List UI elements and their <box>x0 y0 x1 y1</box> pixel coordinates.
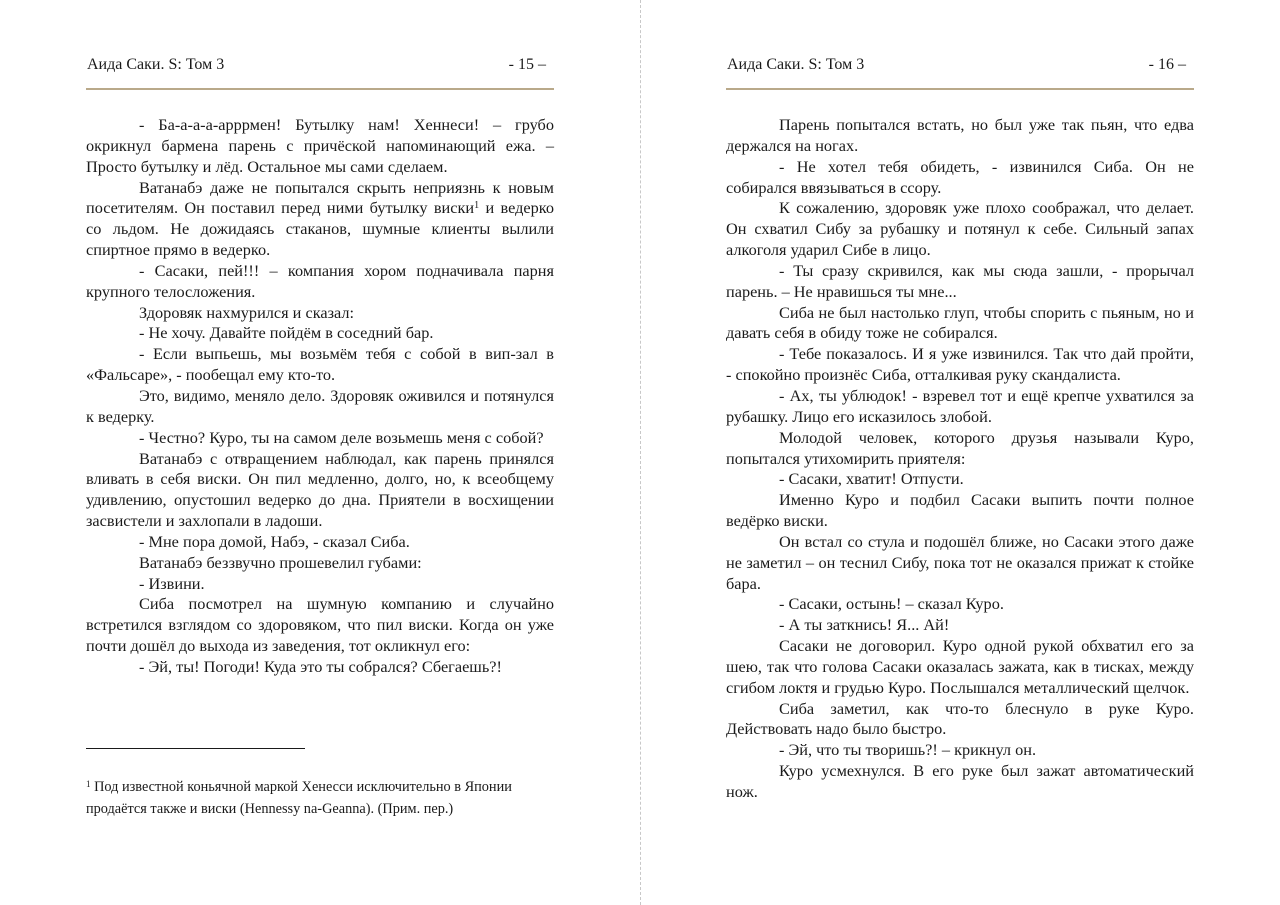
page-number: - 15 – <box>508 56 546 73</box>
paragraph: - Ба-а-а-а-арррмен! Бутылку нам! Хеннеси! – грубо окрикнул бармена парень с причёской напоминающий ежа. – Просто бутылку и лёд. Остальное мы сами сделаем. <box>86 115 554 176</box>
footnote-separator <box>86 748 305 749</box>
paragraph: Именно Куро и подбил Сасаки выпить почти полное ведёрко виски. <box>726 490 1194 531</box>
header-rule <box>86 88 554 90</box>
right-page <box>726 0 1194 905</box>
paragraph: - Извини. <box>139 573 205 593</box>
paragraph: - Не хочу. Давайте пойдём в соседний бар. <box>139 323 434 343</box>
paragraph: Он встал со стула и подошёл ближе, но Сасаки этого даже не заметил – он теснил Сибу, пока тот не оказался прижат к стойке бара. <box>726 531 1194 593</box>
header-rule <box>726 88 1194 90</box>
left-page <box>86 0 554 905</box>
paragraph: - Честно? Куро, ты на самом деле возьмешь меня с собой? <box>139 427 544 447</box>
page-header <box>86 54 554 78</box>
page-header <box>726 54 1194 78</box>
paragraph: Куро усмехнулся. В его руке был зажат автоматический нож. <box>726 761 1194 801</box>
paragraph: Ватанабэ с отвращением наблюдал, как парень принялся вливать в себя виски. Он пил медленно, долго, но, к всеобщему удивлению, опустошил ведерко до дна. Приятели в восхищении засвистели и захлопали в ладоши. <box>86 448 554 531</box>
footnote <box>86 776 546 820</box>
footnote-reference: 1 <box>474 200 480 212</box>
page-number: - 16 – <box>1148 56 1186 73</box>
paragraph: Сиба заметил, как что-то блеснуло в руке Куро. Действовать надо было быстро. <box>726 698 1194 739</box>
paragraph: - А ты заткнись! Я... Ай! <box>779 615 950 635</box>
paragraph: Это, видимо, меняло дело. Здоровяк оживился и потянулся к ведерку. <box>86 385 554 426</box>
paragraph: - Мне пора домой, Набэ, - сказал Сиба. <box>139 531 410 551</box>
paragraph: - Ты сразу скривился, как мы сюда зашли, - прорычал парень. – Не нравишься ты мне... <box>726 260 1194 301</box>
paragraph-text: и ведерко со льдом. Не дожидаясь стаканов, шумные клиенты вылили спиртное прямо в ведерко. <box>86 198 554 260</box>
paragraph: - Сасаки, пей!!! – компания хором подначивала парня крупного телосложения. <box>86 260 554 301</box>
page-spine-divider <box>640 0 641 905</box>
page-body-text <box>86 115 554 678</box>
paragraph: - Сасаки, остынь! – сказал Куро. <box>779 594 1004 614</box>
paragraph: Здоровяк нахмурился и сказал: <box>139 302 355 322</box>
paragraph: Сиба не был настолько глуп, чтобы спорить с пьяным, но и давать себя в обиду тоже не собирался. <box>726 302 1194 343</box>
paragraph: - Сасаки, хватит! Отпусти. <box>779 469 964 489</box>
paragraph: - Не хотел тебя обидеть, - извинился Сиба. Он не собирался ввязываться в ссору. <box>726 156 1194 197</box>
paragraph: - Эй, ты! Погоди! Куда это ты собрался? Сбегаешь?! <box>139 656 502 676</box>
paragraph: Парень попытался встать, но был уже так пьян, что едва держался на ногах. <box>726 115 1194 155</box>
paragraph <box>86 178 554 261</box>
footnote-text: Под известной коньячной маркой Хенесси исключительно в Японии продаётся также и виски (Hennessy na-Geanna). (Прим. пер.) <box>86 779 512 817</box>
paragraph-text: Ватанабэ даже не попытался скрыть неприязнь к новым посетителям. Он поставил перед ними бутылку виски <box>86 177 554 218</box>
paragraph: - Тебе показалось. И я уже извинился. Так что дай пройти, - спокойно произнёс Сиба, отталкивая руку скандалиста. <box>726 344 1194 385</box>
header-book-title: Аида Саки. S: Том 3 <box>727 56 865 73</box>
paragraph: Сиба посмотрел на шумную компанию и случайно встретился взглядом со здоровяком, что пил виски. Когда он уже почти дошёл до выхода из заведения, тот окликнул его: <box>86 594 554 656</box>
page-body-text <box>726 115 1194 803</box>
paragraph: Сасаки не договорил. Куро одной рукой обхватил его за шею, так что голова Сасаки оказалась зажата, как в тисках, между сгибом локтя и грудью Куро. Послышался металлический щелчок. <box>726 636 1194 697</box>
paragraph: - Если выпьешь, мы возьмём тебя с собой в вип-зал в «Фальсаре», - пообещал ему кто-то. <box>86 344 554 385</box>
footnote-marker: 1 <box>86 779 91 789</box>
paragraph: К сожалению, здоровяк уже плохо соображал, что делает. Он схватил Сибу за рубашку и потянул к себе. Сильный запах алкоголя ударил Сибе в лицо. <box>726 198 1194 260</box>
paragraph: Ватанабэ беззвучно прошевелил губами: <box>139 552 422 572</box>
paragraph: Молодой человек, которого друзья называли Куро, попытался утихомирить приятеля: <box>726 427 1194 468</box>
paragraph: - Ах, ты ублюдок! - взревел тот и ещё крепче ухватился за рубашку. Лицо его исказилось злобой. <box>726 385 1194 426</box>
paragraph: - Эй, что ты творишь?! – крикнул он. <box>779 740 1037 760</box>
header-book-title: Аида Саки. S: Том 3 <box>87 56 225 73</box>
